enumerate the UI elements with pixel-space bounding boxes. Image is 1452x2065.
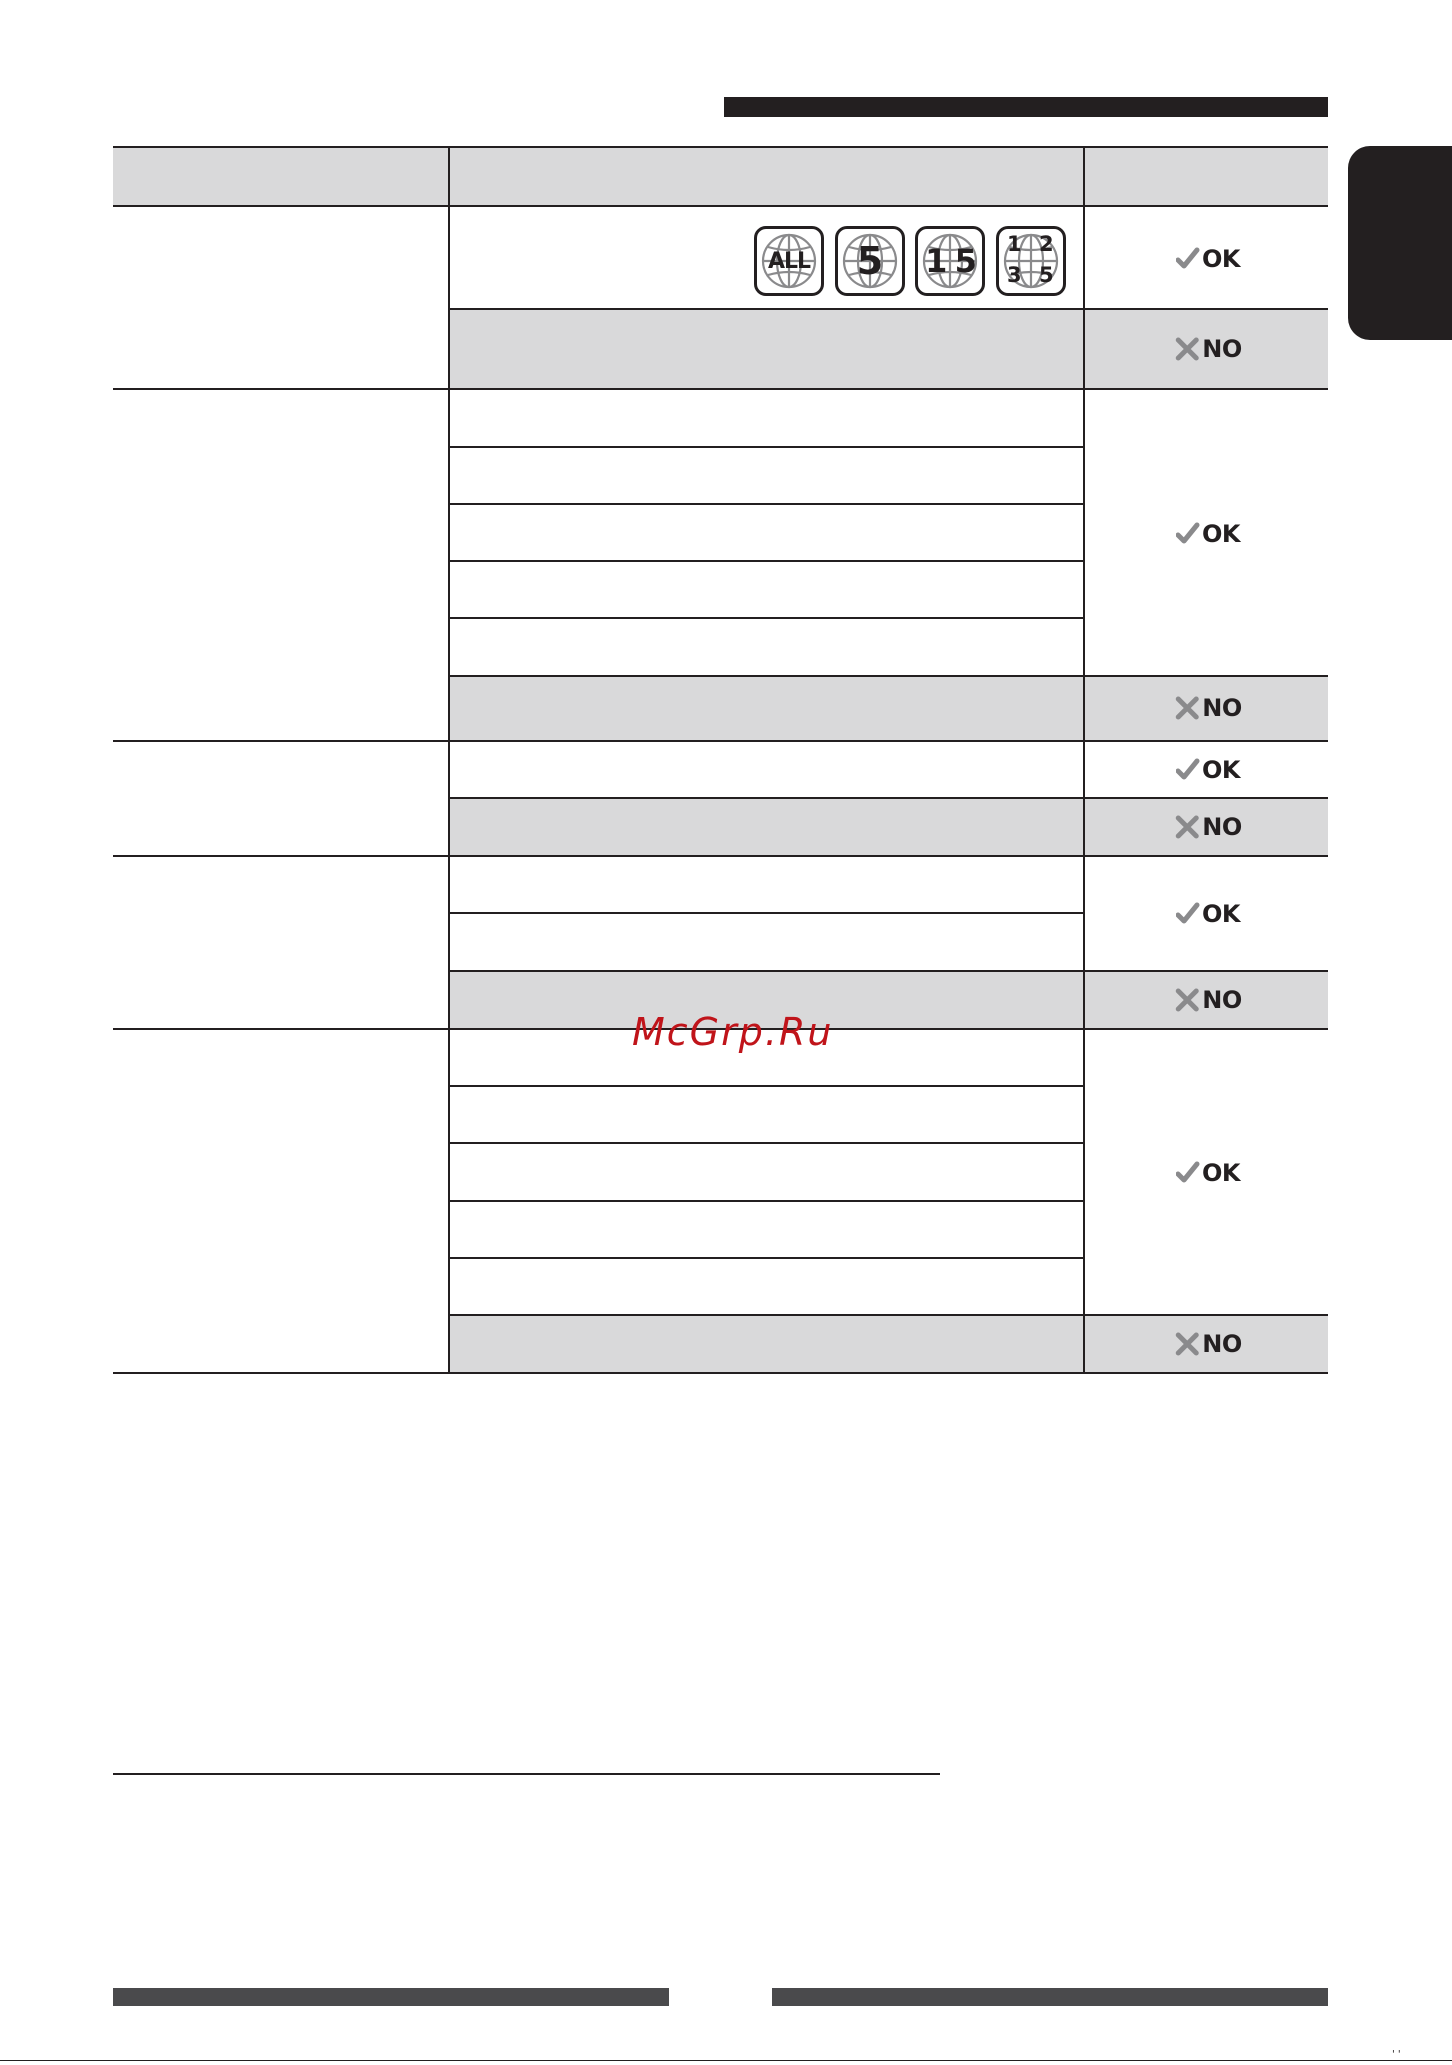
table-rule <box>450 446 1084 448</box>
region-code-2: 2 <box>1039 232 1054 256</box>
check-icon <box>1176 902 1200 926</box>
table-rule <box>450 1257 1084 1259</box>
table-rule <box>450 1085 1084 1087</box>
cross-icon <box>1174 814 1200 840</box>
footnote-rule <box>113 1773 940 1775</box>
check-icon <box>1176 1161 1200 1185</box>
column-divider <box>1083 146 1085 1374</box>
table-rule <box>450 912 1084 914</box>
ok-label: OK <box>1202 1159 1240 1187</box>
region-code-4: 5 <box>1039 263 1054 287</box>
region-1-5-label: 1 5 <box>925 242 975 280</box>
ok-mark <box>1176 520 1240 548</box>
table-rule <box>113 740 1328 742</box>
column-divider <box>448 146 450 1374</box>
ok-label: OK <box>1202 900 1240 928</box>
table-rule <box>113 388 1328 390</box>
table-rule <box>450 1314 1328 1316</box>
check-icon <box>1176 758 1200 782</box>
table-rule <box>450 503 1084 505</box>
footer-bar-right <box>772 1988 1328 2006</box>
ok-label: OK <box>1202 756 1240 784</box>
cross-icon <box>1174 1331 1200 1357</box>
ok-label: OK <box>1202 245 1240 273</box>
no-mark <box>1174 813 1242 841</box>
cross-icon <box>1174 336 1200 362</box>
table-rule <box>113 205 1328 207</box>
watermark: McGrp.Ru <box>632 1010 834 1054</box>
no-mark <box>1174 1330 1242 1358</box>
table-rule <box>450 675 1328 677</box>
table-rule <box>450 560 1084 562</box>
header-row-shade <box>113 147 1328 205</box>
no-label: NO <box>1202 335 1242 363</box>
table-rule <box>113 1372 1328 1374</box>
no-label: NO <box>1202 694 1242 722</box>
region-5-label: 5 <box>856 239 884 283</box>
page-bottom-rule <box>0 2060 1452 2061</box>
region-1-5-icon <box>915 226 985 296</box>
no-label: NO <box>1202 813 1242 841</box>
ok-mark <box>1176 900 1240 928</box>
table-rule <box>450 970 1328 972</box>
table-rule <box>113 146 1328 148</box>
region-all-icon <box>754 226 824 296</box>
section-header-bar <box>724 97 1328 117</box>
no-mark <box>1174 335 1242 363</box>
no-mark <box>1174 986 1242 1014</box>
region-all-label: ALL <box>767 248 811 274</box>
language-side-tab <box>1348 146 1452 340</box>
table-rule <box>450 308 1328 310</box>
region-5-icon <box>835 226 905 296</box>
region-multi-icon <box>996 226 1066 296</box>
cross-icon <box>1174 695 1200 721</box>
table-rule <box>113 855 1328 857</box>
ok-label: OK <box>1202 520 1240 548</box>
no-label: NO <box>1202 986 1242 1014</box>
table-rule <box>450 1200 1084 1202</box>
footer-bar-left <box>113 1988 669 2006</box>
no-mark <box>1174 694 1242 722</box>
ok-mark <box>1176 1159 1240 1187</box>
region-code-3: 3 <box>1007 263 1022 287</box>
footer-tag: ' ' <box>1392 2049 1401 2060</box>
table-rule <box>450 617 1084 619</box>
check-icon <box>1176 522 1200 546</box>
ok-mark <box>1176 756 1240 784</box>
region-code-1: 1 <box>1007 232 1022 256</box>
no-label: NO <box>1202 1330 1242 1358</box>
table-rule <box>450 1142 1084 1144</box>
cross-icon <box>1174 987 1200 1013</box>
check-icon <box>1176 247 1200 271</box>
table-rule <box>450 797 1328 799</box>
ok-mark <box>1176 245 1240 273</box>
